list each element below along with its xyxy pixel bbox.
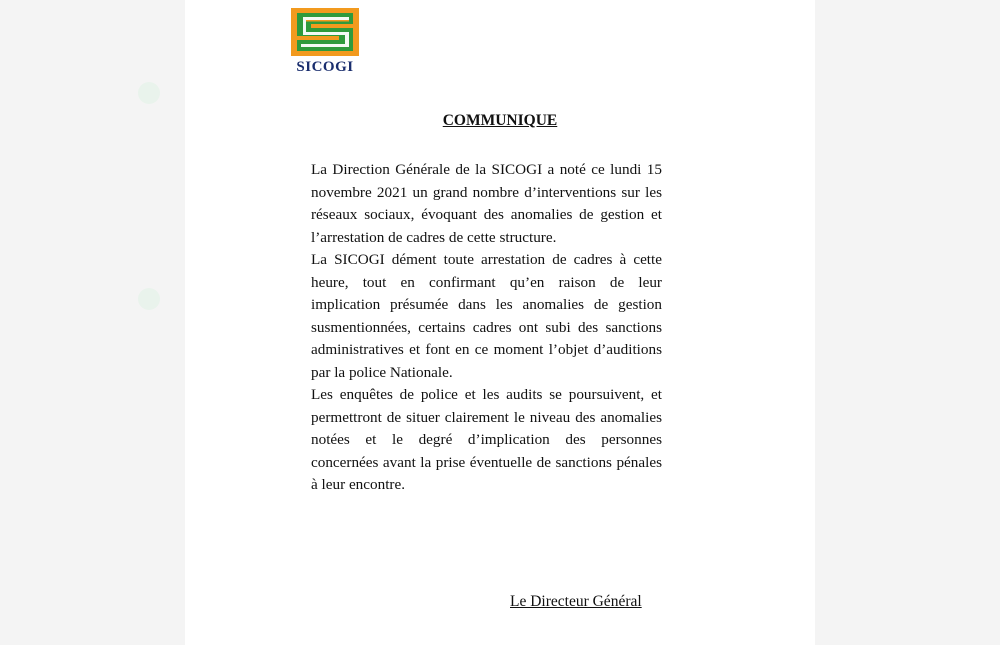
document-body	[311, 159, 662, 497]
document-page	[185, 0, 815, 645]
paragraph: La SICOGI dément toute arrestation de cadres à cette heure, tout en confirmant qu’en raison de leur implication présumée dans les anomalies de gestion susmentionnées, certains cadres ont subi des sanctions administratives et font en ce moment l’objet d’auditions par la police Nationale.	[311, 251, 662, 381]
background-dot	[138, 288, 160, 310]
paragraph: La Direction Générale de la SICOGI a noté ce lundi 15 novembre 2021 un grand nombre d’interventions sur les réseaux sociaux, évoquant des anomalies de gestion et l’arrestation de cadres de cette structure.	[311, 161, 662, 246]
paragraph: Les enquêtes de police et les audits se poursuivent, et permettront de situer clairement le niveau des anomalies notées et le degré d’implication des personnes concernées avant la prise éventuelle de sanctions pénales à leur encontre.	[311, 386, 662, 493]
document-title: COMMUNIQUE	[442, 112, 558, 129]
sicogi-logo	[289, 8, 361, 76]
logo-text: SICOGI	[296, 59, 354, 75]
signature: Le Directeur Général	[510, 593, 642, 610]
sicogi-logo-icon	[291, 8, 359, 56]
background-dot	[138, 82, 160, 104]
